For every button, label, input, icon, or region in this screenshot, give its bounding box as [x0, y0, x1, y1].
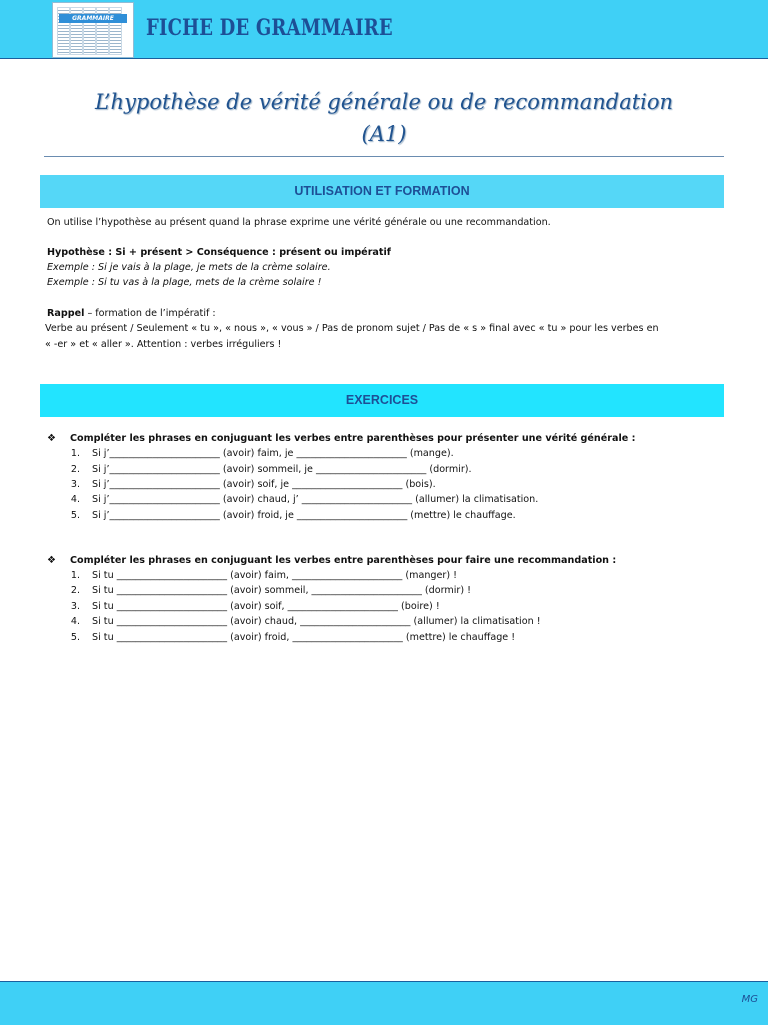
title-divider	[44, 156, 724, 157]
diamond-bullet-icon: ❖	[47, 433, 56, 444]
header-band	[0, 0, 768, 59]
exercise-1-instruction	[70, 432, 635, 446]
document-title: L’hypothèse de vérité générale ou de recommandation	[94, 90, 674, 114]
exercise-1-item: Si j’_______________________ (avoir) faim, je _______________________ (mange).	[92, 448, 454, 459]
exercise-1-item: Si j’_______________________ (avoir) soif, je _______________________ (bois).	[92, 479, 436, 490]
logo-ribbon-text: GRAMMAIRE	[59, 14, 127, 23]
header-title: FICHE DE GRAMMAIRE	[146, 15, 393, 41]
document-level: (A1)	[361, 122, 407, 146]
exercise-2-instruction	[70, 554, 616, 568]
exercise-2-item: Si tu _______________________ (avoir) soif, _______________________ (boire) !	[92, 601, 440, 612]
exercise-2-item-number: 1.	[70, 570, 80, 581]
exercise-2-item-number: 4.	[70, 616, 80, 627]
exercise-1-item: Si j’_______________________ (avoir) chaud, j’ _______________________ (allumer) la climatisation.	[92, 494, 539, 505]
exercise-2-item: Si tu _______________________ (avoir) froid, _______________________ (mettre) le chauffage !	[92, 632, 516, 643]
exercise-2-item-number: 2.	[70, 585, 80, 596]
exercise-1-item-number: 5.	[70, 510, 80, 521]
exercise-1-item-number: 3.	[70, 479, 80, 490]
exercise-1-item-number: 1.	[70, 448, 80, 459]
footer-band	[0, 981, 768, 1025]
exercise-1-item: Si j’_______________________ (avoir) froid, je _______________________ (mettre) le chauffage.	[92, 510, 516, 521]
rappel-text: – formation de l’impératif :	[84, 308, 216, 319]
exercise-1-item-number: 2.	[70, 464, 80, 475]
exercise-1-item-number: 4.	[70, 494, 80, 505]
grammaire-logo	[52, 2, 134, 58]
footer-author-mark: MG	[741, 994, 758, 1005]
rappel-label: Rappel	[47, 308, 85, 319]
exercise-2-item: Si tu _______________________ (avoir) faim, _______________________ (manger) !	[92, 570, 458, 581]
intro-text: On utilise l’hypothèse au présent quand la phrase exprime une vérité générale ou une recommandation.	[47, 217, 551, 228]
section-heading-exercices: EXERCICES	[345, 393, 419, 407]
exercise-2-item: Si tu _______________________ (avoir) sommeil, _______________________ (dormir) !	[92, 585, 471, 596]
rappel-attention-line: « -er » et « aller ». Attention : verbes irréguliers !	[45, 339, 282, 350]
exercise-2-item-number: 3.	[70, 601, 80, 612]
section-header-exercices	[40, 384, 724, 417]
diamond-bullet-icon: ❖	[47, 555, 56, 566]
section-header-formation	[40, 175, 724, 208]
exercise-2-item-number: 5.	[70, 632, 80, 643]
rappel-rule-line: Verbe au présent / Seulement « tu », « nous », « vous » / Pas de pronom sujet / Pas de « s » final avec « tu » pour les verbes en	[45, 323, 659, 334]
example-2: Exemple : Si tu vas à la plage, mets de la crème solaire !	[47, 277, 322, 288]
exercise-2-item: Si tu _______________________ (avoir) chaud, _______________________ (allumer) la climatisation !	[92, 616, 541, 627]
exercise-2-instruction-text: Compléter les phrases en conjuguant les verbes entre parenthèses pour faire une recommandation :	[70, 555, 617, 566]
exercise-1-item: Si j’_______________________ (avoir) sommeil, je _______________________ (dormir).	[92, 464, 472, 475]
exercise-1-instruction-text: Compléter les phrases en conjuguant les verbes entre parenthèses pour présenter une vérité générale :	[70, 433, 636, 444]
section-heading-formation: UTILISATION ET FORMATION	[294, 184, 470, 198]
rappel-line	[47, 307, 216, 321]
example-1: Exemple : Si je vais à la plage, je mets de la crème solaire.	[47, 262, 331, 273]
formation-rule	[47, 246, 391, 260]
formation-rule-text: Hypothèse : Si + présent > Conséquence : présent ou impératif	[47, 247, 391, 258]
